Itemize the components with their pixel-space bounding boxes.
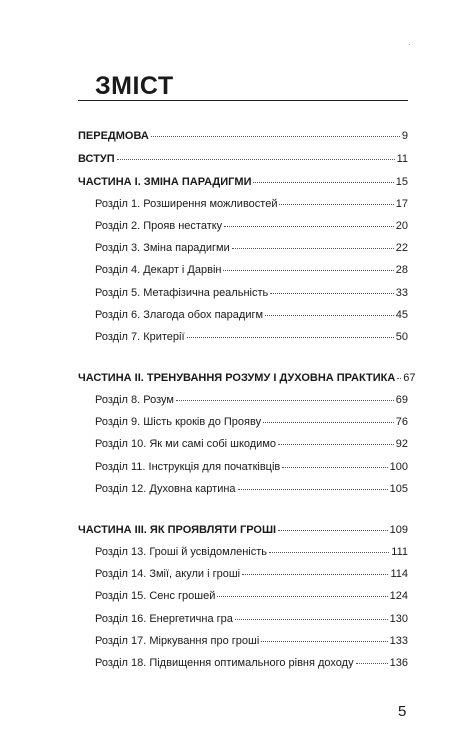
dot-leader [279,195,393,205]
corner-mark: · [408,40,411,49]
toc-entry-chapter-7 [95,330,408,344]
toc-entry-page: 17 [395,198,408,210]
toc-entry-label: Розділ 5. Метафізична реальність [95,287,269,299]
toc-entry-label: Розділ 4. Декарт і Дарвін [95,264,222,276]
toc-entry-label: Розділ 18. Підвищення оптимального рівня доходу [95,657,354,669]
dot-leader [269,543,389,553]
dot-leader [265,306,394,316]
dot-leader [217,587,387,597]
dot-leader [187,328,394,338]
dot-leader [151,127,400,137]
toc-entry-label: ЧАСТИНА І. ЗМІНА ПАРАДИГМИ [78,176,252,188]
dot-leader [282,458,387,468]
page-title: ЗМІСТ [95,72,174,100]
toc-entry-label: ПЕРЕДМОВА [78,130,149,142]
toc-entry-chapter-11 [95,460,408,474]
toc-entry-chapter-17 [95,634,408,648]
toc-entry-page: 100 [389,461,408,473]
toc-entry-intro [78,152,408,166]
toc-entry-page: 15 [395,176,408,188]
toc-entry-chapter-3 [95,241,408,255]
toc-entry-page: 111 [391,546,408,558]
dot-leader [176,391,394,401]
toc-entry-label: ЧАСТИНА ІІІ. ЯК ПРОЯВЛЯТИ ГРОШІ [78,524,277,536]
dot-leader [356,654,388,664]
toc-entry-page: 136 [389,657,408,669]
dot-leader [270,284,394,294]
dot-leader [235,610,388,620]
toc-entry-label: Розділ 6. Злагода обох парадигм [95,309,264,321]
toc-entry-part-3 [78,523,408,537]
toc-entry-chapter-13 [95,545,408,559]
toc-entry-page: 67 [403,372,416,384]
toc-entry-label: Розділ 3. Зміна парадигми [95,242,230,254]
toc-entry-label: Розділ 12. Духовна картина [95,483,236,495]
dot-leader [224,217,394,227]
title-rule [78,100,408,101]
toc-entry-page: 130 [389,613,408,625]
toc-entry-part-1 [78,175,408,189]
toc-entry-chapter-15 [95,589,408,603]
toc-entry-label: Розділ 1. Розширення можливостей [95,198,278,210]
dot-leader [223,261,393,271]
toc-entry-chapter-1 [95,197,408,211]
toc-entry-label: Розділ 7. Критерії [95,331,185,343]
toc-entry-chapter-6 [95,308,408,322]
toc-entry-label: Розділ 15. Сенс грошей [95,590,216,602]
toc-entry-page: 124 [389,590,408,602]
dot-leader [278,521,388,531]
toc-entry-chapter-4 [95,263,408,277]
toc-entry-chapter-9 [95,415,408,429]
toc-entry-label: Розділ 17. Міркування про гроші [95,635,260,647]
toc-entry-preface [78,129,408,143]
toc-entry-page: 92 [395,438,408,450]
dot-leader [253,173,393,183]
toc-entry-label: Розділ 13. Гроші й усвідомленість [95,546,268,558]
toc-entry-page: 133 [389,635,408,647]
dot-leader [278,435,394,445]
toc-entry-page: 9 [401,130,408,142]
toc-entry-chapter-2 [95,219,408,233]
toc-entry-chapter-16 [95,612,408,626]
toc-entry-chapter-12 [95,482,408,496]
toc-entry-page: 28 [395,264,408,276]
dot-leader [232,239,394,249]
dot-leader [238,480,388,490]
toc-entry-label: Розділ 8. Розум [95,394,174,406]
toc-entry-part-2 [78,371,416,385]
toc-entry-label: Розділ 11. Інструкція для початківців [95,461,281,473]
toc-entry-label: Розділ 10. Як ми самі собі шкодимо [95,438,277,450]
page-number: 5 [398,703,407,720]
toc-entry-label: Розділ 9. Шість кроків до Прояву [95,416,262,428]
toc-entry-page: 105 [389,483,408,495]
toc-entry-page: 114 [390,568,408,580]
toc-entry-page: 50 [395,331,408,343]
toc-entry-label: Розділ 14. Змії, акули і гроші [95,568,241,580]
toc-entry-page: 76 [395,416,408,428]
toc-entry-label: ВСТУП [78,153,115,165]
toc-entry-label: Розділ 2. Прояв нестатку [95,220,223,232]
toc-entry-page: 33 [395,287,408,299]
toc-entry-chapter-10 [95,437,408,451]
toc-entry-chapter-14 [95,567,408,581]
dot-leader [117,150,395,160]
toc-entry-page: 109 [389,524,408,536]
toc-entry-label: ЧАСТИНА ІІ. ТРЕНУВАННЯ РОЗУМУ І ДУХОВНА ПРАКТИКА [78,372,396,384]
toc-entry-chapter-5 [95,286,408,300]
toc-entry-label: Розділ 16. Енергетична гра [95,613,233,625]
toc-entry-page: 11 [396,153,408,165]
dot-leader [242,565,388,575]
toc-entry-page: 22 [395,242,408,254]
toc-entry-page: 45 [395,309,408,321]
toc-entry-page: 69 [395,394,408,406]
toc-entry-chapter-8 [95,393,408,407]
dot-leader [261,632,387,642]
dot-leader [397,369,401,379]
dot-leader [263,413,394,423]
toc-entry-chapter-18 [95,656,408,670]
toc-entry-page: 20 [395,220,408,232]
